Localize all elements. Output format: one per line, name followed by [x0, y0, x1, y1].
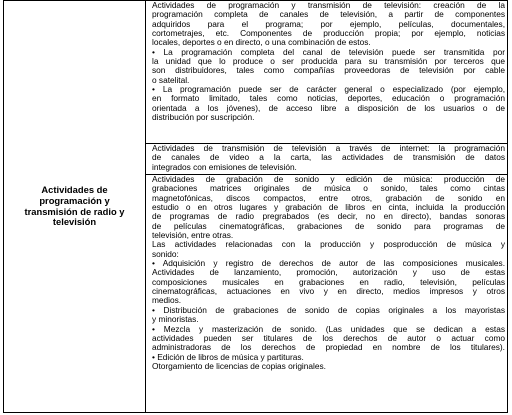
- activity-description-column: [146, 1, 507, 412]
- text-line: magnetofónicas, discos compactos, entre otros, grabación de sonido en: [152, 193, 505, 203]
- activities-table: [3, 0, 508, 413]
- text-line: distribución por suscripción.: [152, 113, 255, 123]
- text-line: • Edición de libros de música y partituras.: [152, 352, 304, 362]
- text-line: Las actividades relacionadas con la producción y posproducción de música y: [152, 240, 505, 250]
- tv-programming-cell: [146, 1, 507, 143]
- text-line: medios.: [152, 296, 182, 306]
- activity-category-cell: [4, 1, 146, 412]
- text-line: administradoras de los derechos de propiedad en nombre de los titulares).: [152, 343, 505, 353]
- text-line: actividades pueden ser titulares de los derechos de autor o actuar como: [152, 333, 505, 343]
- text-line: cinematográficas, actuaciones en vivo y en directo, medios impresos y otros: [152, 287, 505, 297]
- text-line: Actividades de transmisión de televisión a través de internet: la programación: [152, 144, 505, 153]
- text-line: • Distribución de grabaciones de sonido de copias originales a los mayoristas: [152, 305, 505, 315]
- text-line: adquiridos para el programa; por ejemplo, películas, documentales,: [152, 19, 505, 29]
- text-line: grabaciones matrices originales de música o sonido, tales como cintas: [152, 184, 505, 194]
- text-line: de películas cinematográficas, grabaciones de sonido para programas de: [152, 221, 505, 231]
- text-line: composiciones musicales en grabaciones en radio, televisión, películas: [152, 277, 505, 287]
- category-title-line: transmisión de radio y: [24, 205, 125, 217]
- text-line: cortometrajes, etc. Componentes de producción propia; por ejemplo, noticias: [152, 29, 505, 39]
- text-line: locales, deportes o en directo, o una combinación de estos.: [152, 38, 371, 48]
- activity-category-title: [24, 185, 124, 227]
- text-line: o satelital.: [152, 75, 190, 85]
- internet-tv-cell: [146, 143, 507, 174]
- text-line: estudio o en otros lugares y grabación de libros en cinta, incluida la producción: [152, 203, 505, 213]
- text-line: programación completa de canales de televisión, a partir de componentes: [152, 10, 505, 20]
- category-title-line: Actividades de: [41, 184, 108, 196]
- text-line: • Adquisición y registro de derechos de autor de las composiciones musicales.: [152, 259, 505, 269]
- text-line: Actividades de grabación de sonido y edición de música: producción de: [152, 175, 505, 184]
- text-line: en formato limitado, tales como noticias, deportes, educación o programación: [152, 94, 505, 104]
- text-line: • Mezcla y masterización de sonido. (Las unidades que se dedican a estas: [152, 324, 505, 334]
- text-line: • La programación completa del canal de televisión puede ser transmitida por: [152, 47, 505, 57]
- text-line: sonido:: [152, 249, 179, 259]
- text-line: integrados con emisiones de televisión.: [152, 162, 297, 172]
- text-line: televisión, entre otras.: [152, 231, 234, 241]
- category-title-line: televisión: [52, 216, 97, 228]
- text-line: orientada a los jóvenes), de acceso libre a disposición de los usuarios o de: [152, 103, 505, 113]
- category-title-line: programación y: [39, 194, 110, 206]
- sound-recording-cell: [146, 174, 507, 414]
- text-line: Actividades de programación y transmisión de televisión: creación de la: [152, 1, 505, 10]
- text-line: de programas de radio pregrabados (es decir, no en directo), bandas sonoras: [152, 212, 505, 222]
- text-line: y minoristas.: [152, 315, 199, 325]
- text-line: son distribuidores, tales como compañías proveedoras de televisión por cable: [152, 66, 505, 76]
- text-line: la unidad que lo produce o ser producida para su transmisión por terceros que: [152, 57, 505, 67]
- text-line: de canales de video a la carta, las actividades de transmisión de datos: [152, 153, 505, 163]
- text-line: • La programación puede ser de carácter general o especializado (por ejemplo,: [152, 85, 505, 95]
- text-line: Actividades de lanzamiento, promoción, autorización y uso de estas: [152, 268, 505, 278]
- text-line: Otorgamiento de licencias de copias originales.: [152, 361, 326, 371]
